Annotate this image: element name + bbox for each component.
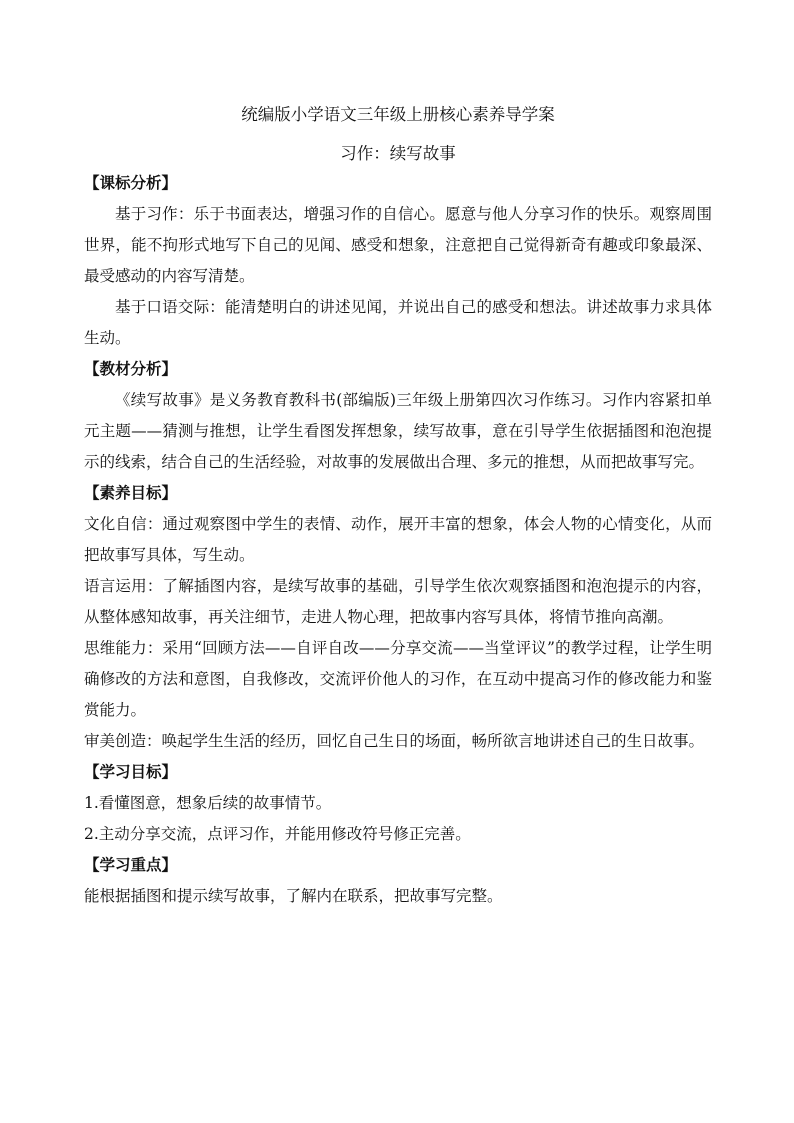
section-heading: 【学习重点】 <box>84 856 178 874</box>
document-content <box>84 100 712 912</box>
paragraph: 能根据插图和提示续写故事，了解内在联系，把故事写完整。 <box>84 887 503 905</box>
section-textbook-analysis <box>84 356 712 478</box>
list-item: 2.主动分享交流，点评习作，并能用修改符号修正完善。 <box>84 825 471 843</box>
paragraph: 文化自信：通过观察图中学生的表情、动作，展开丰富的想象，体会人物的心情变化，从而把故事写具体，写生动。 <box>84 515 712 564</box>
section-heading: 【素养目标】 <box>84 484 178 502</box>
paragraph: 审美创造：唤起学生生活的经历，回忆自己生日的场面，畅所欲言地讲述自己的生日故事。 <box>84 732 705 750</box>
paragraph: 《续写故事》是义务教育教科书(部编版)三年级上册第四次习作练习。习作内容紧扣单元主题——猜测与推想，让学生看图发挥想象，续写故事，意在引导学生依据插图和泡泡提示的线索，结合自己的生活经验，对故事的发展做出合理、多元的推想，从而把故事写完。 <box>84 391 712 471</box>
section-learning-focus <box>84 852 712 912</box>
section-learning-goals <box>84 759 712 850</box>
paragraph: 语言运用：了解插图内容，是续写故事的基础，引导学生依次观察插图和泡泡提示的内容，从整体感知故事，再关注细节，走进人物心理，把故事内容写具体，将情节推向高潮。 <box>84 577 712 626</box>
document-subtitle: 习作：续写故事 <box>340 144 456 163</box>
list-item: 1.看懂图意，想象后续的故事情节。 <box>84 794 332 812</box>
section-heading: 【学习目标】 <box>84 763 178 781</box>
section-literacy-goals <box>84 480 712 757</box>
section-heading: 【课标分析】 <box>84 174 178 192</box>
section-curriculum-analysis <box>84 170 712 354</box>
paragraph: 基于习作：乐于书面表达，增强习作的自信心。愿意与他人分享习作的快乐。观察周围世界，能不拘形式地写下自己的见闻、感受和想象，注意把自己觉得新奇有趣或印象最深、最受感动的内容写清楚。 <box>84 205 712 285</box>
document-title: 统编版小学语文三年级上册核心素养导学案 <box>241 105 555 124</box>
section-heading: 【教材分析】 <box>84 360 178 378</box>
paragraph: 基于口语交际：能清楚明白的讲述见闻，并说出自己的感受和想法。讲述故事力求具体生动。 <box>84 298 712 347</box>
paragraph: 思维能力：采用“回顾方法——自评自改——分享交流——当堂评议”的教学过程，让学生明确修改的方法和意图，自我修改，交流评价他人的习作，在互动中提高习作的修改能力和鉴赏能力。 <box>84 639 712 719</box>
